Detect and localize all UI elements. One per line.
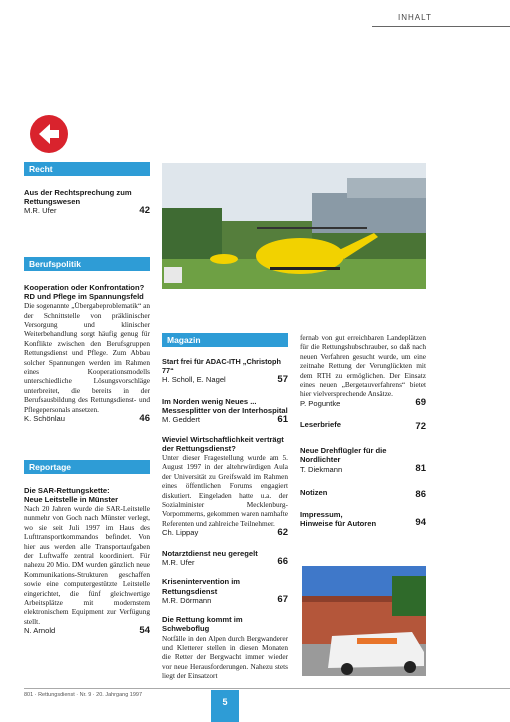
section-berufspolitik: Berufspolitik bbox=[24, 257, 150, 271]
article-title: Notarztdienst neu geregelt bbox=[162, 548, 258, 558]
section-magazin: Magazin bbox=[162, 333, 288, 347]
article-subtitle: der Rettungsdienst? bbox=[162, 443, 236, 453]
article-text: Nach 20 Jahren wurde die SAR-Leitstelle nunmehr von Goch nach Münster verlegt, wo sie seit Juli 1997 im Haus des Lufttransportkommandos befindet. Von hier aus werden alle Transportaufgaben der Luftwaffe zentral koordiniert. Für nahezu 20 Mio. DM wurden gänzlich neue Kommunikations-Strukturen geschaffen sowie eine computergestützte Leitstelle eingerichtet, die fünf gleichwertige Arbeitsplätze mit modernstem elektronischem Equipment zur Verfügung stellt. bbox=[24, 503, 150, 626]
article-schweboflug-cont[interactable] bbox=[300, 333, 426, 408]
footer-rule bbox=[24, 688, 510, 689]
article-notizen[interactable] bbox=[300, 488, 426, 500]
article-page: 66 bbox=[277, 556, 288, 568]
footer-text: 801 · Rettungsdienst · Nr. 9 · 20. Jahrgang 1997 bbox=[24, 692, 143, 698]
article-page: 81 bbox=[415, 463, 426, 475]
article-page: 57 bbox=[277, 373, 288, 385]
ambulance-photo bbox=[302, 566, 426, 676]
article-text: Notfälle in den Alpen durch Bergwanderer und Kletterer stellen in diesen Monaten die Retter der Bergwacht immer wieder vor neue Herausforderungen. Nahezu stets liegt der Einsatzort bbox=[162, 633, 288, 681]
article-impressum[interactable] bbox=[300, 510, 426, 528]
article-christoph77[interactable] bbox=[162, 357, 288, 385]
left-column bbox=[24, 162, 150, 636]
section-recht: Recht bbox=[24, 162, 150, 176]
helicopter-photo bbox=[162, 163, 426, 289]
article-rechtsprechung[interactable] bbox=[24, 188, 150, 216]
article-page: 94 bbox=[415, 517, 426, 529]
article-kooperation[interactable] bbox=[24, 283, 150, 424]
article-subtitle: RD und Pflege im Spannungsfeld bbox=[24, 292, 144, 302]
article-wirtschaftlichkeit[interactable] bbox=[162, 435, 288, 538]
article-title: Notizen bbox=[300, 488, 328, 498]
article-notarztdienst[interactable] bbox=[162, 549, 288, 568]
article-text: Unter dieser Fragestellung wurde am 5. August 1997 in der altehrwürdigen Aula der Universität zu Greifswald im Rahmen eines öffentlichen Forums engagiert diskutiert. Eingeladen hatte u.a. der Sozialminister Mecklenburg-Vorpommerns, gekommen waren namhafte Referenten und zahlreiche Teilnehmer. bbox=[162, 453, 288, 528]
article-subtitle: Hinweise für Autoren bbox=[300, 519, 377, 529]
article-page: 67 bbox=[277, 594, 288, 606]
article-subtitle: Messesplitter von der Interhospital bbox=[162, 406, 288, 416]
article-title: Aus der Rechtsprechung zum Rettungswesen bbox=[24, 188, 132, 207]
article-author: M. Geddert bbox=[162, 415, 200, 425]
article-page: 61 bbox=[277, 413, 288, 425]
article-page: 69 bbox=[415, 397, 426, 409]
article-krisenintervention[interactable] bbox=[162, 577, 288, 605]
article-page: 72 bbox=[415, 421, 426, 433]
article-author: H. Scholl, E. Nagel bbox=[162, 375, 226, 385]
right-column bbox=[300, 333, 426, 528]
article-title: Krisenintervention im Rettungsdienst bbox=[162, 577, 241, 596]
section-header: INHALT bbox=[398, 13, 432, 22]
article-title: Neue Drehflügler für die Nordlichter bbox=[300, 446, 387, 465]
article-text: fernab von gut erreichbaren Landeplätzen für die Rettungshubschrauber, so daß nach neuen Verfahren gesucht wurde, um eine zeitnahe Rettung der Verunglückten mit dem RTH zu ermöglichen. Der Einsatz eines neuen „Bergetauverfahrens“ bietet hier vielversprechende Ansätze. bbox=[300, 333, 426, 399]
article-drehfluegler[interactable] bbox=[300, 446, 426, 474]
article-interhospital[interactable] bbox=[162, 397, 288, 425]
back-arrow-icon[interactable] bbox=[30, 115, 68, 153]
article-subtitle: Neue Leitstelle in Münster bbox=[24, 494, 119, 504]
article-author: M.R. Ufer bbox=[24, 206, 57, 216]
article-page: 62 bbox=[277, 526, 288, 538]
section-reportage: Reportage bbox=[24, 460, 150, 474]
article-author: K. Schönlau bbox=[24, 414, 65, 424]
article-sar[interactable] bbox=[24, 486, 150, 636]
article-author: N. Arnold bbox=[24, 626, 56, 636]
article-title: Kooperation oder Konfrontation? bbox=[24, 282, 145, 292]
article-title: Die SAR-Rettungskette: bbox=[24, 485, 110, 495]
article-schweboflug[interactable] bbox=[162, 615, 288, 680]
article-page: 42 bbox=[139, 204, 150, 216]
article-title: Wieviel Wirtschaftlichkeit verträgt bbox=[162, 434, 284, 444]
middle-column bbox=[162, 333, 288, 681]
article-page: 54 bbox=[139, 624, 150, 636]
article-author: M.R. Dörmann bbox=[162, 595, 212, 605]
article-title: Impressum, bbox=[300, 510, 343, 520]
article-author: M.R. Ufer bbox=[162, 557, 195, 567]
article-author: P. Poguntke bbox=[300, 398, 341, 408]
article-text: Die sogenannte „Übergabeproblematik“ an der Schnittstelle von präklinischer Versorgung und klinischer Weiterbehandlung sorgt häufig genug für Konflikte zwischen den Berufsgruppen Rettungsdienst und Pflege. Zum Abbau solcher Spannungen werden im Rahmen eines Kooperationsmodells unterschiedliche Lösungsvorschläge unterbreitet, die bereits in der Berufsausbildung des Rettungsdienst- und Pflegepersonals ansetzen. bbox=[24, 301, 150, 414]
article-author: Ch. Lippay bbox=[162, 528, 199, 538]
article-title: Start frei für ADAC-ITH „Christoph 77“ bbox=[162, 357, 281, 376]
article-title: Die Rettung kommt im Schweboflug bbox=[162, 615, 243, 634]
article-author: T. Diekmann bbox=[300, 464, 343, 474]
article-title: Leserbriefe bbox=[300, 420, 341, 430]
article-leserbriefe[interactable] bbox=[300, 420, 426, 432]
header-rule bbox=[372, 26, 510, 27]
article-page: 86 bbox=[415, 489, 426, 501]
page-number: 5 bbox=[211, 690, 239, 722]
article-title: Im Norden wenig Neues ... bbox=[162, 396, 257, 406]
article-page: 46 bbox=[139, 412, 150, 424]
